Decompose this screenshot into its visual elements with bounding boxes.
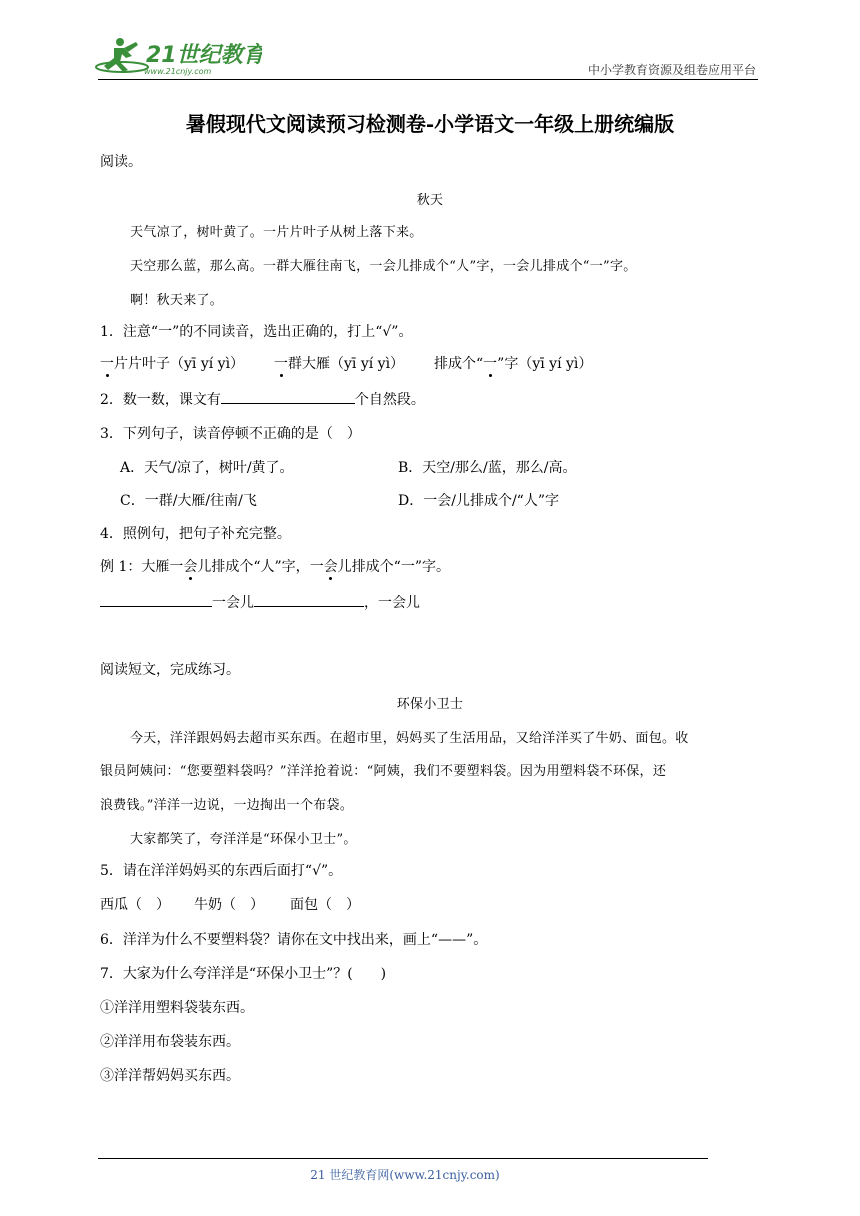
logo-text: 21世纪教育 xyxy=(146,43,262,68)
q4-blank-2[interactable] xyxy=(254,592,364,607)
q1-item-3-post: ”字（yī yí yì） xyxy=(497,356,593,372)
q1-item-3 xyxy=(434,353,592,373)
q1-item-2-dotted: 一 xyxy=(274,353,288,373)
q2-pre: 2．数一数，课文有 xyxy=(100,392,221,408)
q1-item-3-pre: 排成个“ xyxy=(434,356,484,372)
question-1: 1．注意“一”的不同读音，选出正确的，打上“√”。 xyxy=(100,324,413,340)
passage1-title: 秋天 xyxy=(416,193,444,208)
q5-item-milk[interactable]: 牛奶（ ） xyxy=(194,897,264,913)
q4-example xyxy=(100,556,450,576)
q4-example-dotted-2: 一会儿 xyxy=(310,559,352,575)
q7-option-3[interactable]: ③洋洋帮妈妈买东西。 xyxy=(100,1068,240,1084)
passage1-paragraph-1: 天气凉了，树叶黄了。一片片叶子从树上落下来。 xyxy=(130,225,423,240)
q4-fill-mid: 一会儿 xyxy=(212,595,254,611)
q3-option-b[interactable]: B．天空/那么/蓝，那么/高。 xyxy=(398,460,577,476)
question-6: 6．洋洋为什么不要塑料袋？请你在文中找出来，画上“——”。 xyxy=(100,932,488,948)
q4-fill-line xyxy=(100,592,420,612)
header-divider xyxy=(98,79,758,80)
footer-divider xyxy=(98,1158,708,1159)
site-logo xyxy=(92,34,262,80)
question-4: 4．照例句，把句子补充完整。 xyxy=(100,526,291,542)
passage1-paragraph-2: 天空那么蓝，那么高。一群大雁往南飞，一会儿排成个“人”字，一会儿排成个“一”字。 xyxy=(130,259,637,274)
passage2-line-1: 今天，洋洋跟妈妈去超市买东西。在超市里，妈妈买了生活用品，又给洋洋买了牛奶、面包。收 xyxy=(130,731,689,746)
q3-option-c[interactable]: C．一群/大雁/往南/飞 xyxy=(120,493,257,509)
q1-item-1 xyxy=(100,353,244,373)
q5-item-bread[interactable]: 面包（ ） xyxy=(290,897,360,913)
q5-item-watermelon[interactable]: 西瓜（ ） xyxy=(100,897,170,913)
q7-option-2[interactable]: ②洋洋用布袋装东西。 xyxy=(100,1034,240,1050)
q2-blank[interactable] xyxy=(221,389,355,404)
question-2 xyxy=(100,389,425,409)
passage2-line-3: 浪费钱。”洋洋一边说，一边掏出一个布袋。 xyxy=(100,798,354,813)
question-7: 7．大家为什么夸洋洋是“环保小卫士”？( ) xyxy=(100,966,387,982)
section1-instruction: 阅读。 xyxy=(100,154,142,170)
passage1-paragraph-3: 啊！秋天来了。 xyxy=(130,293,224,308)
q1-item-1-dotted: 一 xyxy=(100,353,114,373)
passage2-line-4: 大家都笑了，夸洋洋是“环保小卫士”。 xyxy=(130,832,357,847)
q3-option-d[interactable]: D．一会/儿排成个/“人”字 xyxy=(398,493,559,509)
page-title: 暑假现代文阅读预习检测卷-小学语文一年级上册统编版 xyxy=(185,112,675,136)
q1-item-1-post: 片片叶子（yī yí yì） xyxy=(114,356,245,372)
passage2-title: 环保小卫士 xyxy=(396,697,464,712)
q2-post: 个自然段。 xyxy=(354,392,425,408)
q4-blank-1[interactable] xyxy=(100,592,212,607)
q1-item-2-post: 群大雁（yī yí yì） xyxy=(288,356,405,372)
q1-item-3-dotted: 一 xyxy=(483,353,497,373)
q1-item-2 xyxy=(274,353,404,373)
q4-example-pre: 例 1：大雁 xyxy=(100,559,170,575)
q4-example-post: 排成个“一”字。 xyxy=(351,559,451,575)
q7-option-1[interactable]: ①洋洋用塑料袋装东西。 xyxy=(100,1000,254,1016)
logo-url: www.21cnjy.com xyxy=(144,67,212,76)
q4-example-mid: 排成个“人”字， xyxy=(211,559,310,575)
q4-fill-end: ，一会儿 xyxy=(364,595,420,611)
platform-name: 中小学教育资源及组卷应用平台 xyxy=(587,63,756,77)
passage2-line-2: 银员阿姨问：“您要塑料袋吗？”洋洋抢着说：“阿姨，我们不要塑料袋。因为用塑料袋不环保，还 xyxy=(100,764,667,779)
footer-link[interactable]: 21 世纪教育网(www.21cnjy.com) xyxy=(310,1168,500,1182)
section2-instruction: 阅读短文，完成练习。 xyxy=(100,662,240,678)
q4-example-dotted-1: 一会儿 xyxy=(169,559,211,575)
q3-option-a[interactable]: A．天气/凉了，树叶/黄了。 xyxy=(120,460,294,476)
question-5: 5．请在洋洋妈妈买的东西后面打“√”。 xyxy=(100,863,343,879)
question-3: 3．下列句子，读音停顿不正确的是（ ） xyxy=(100,426,361,442)
